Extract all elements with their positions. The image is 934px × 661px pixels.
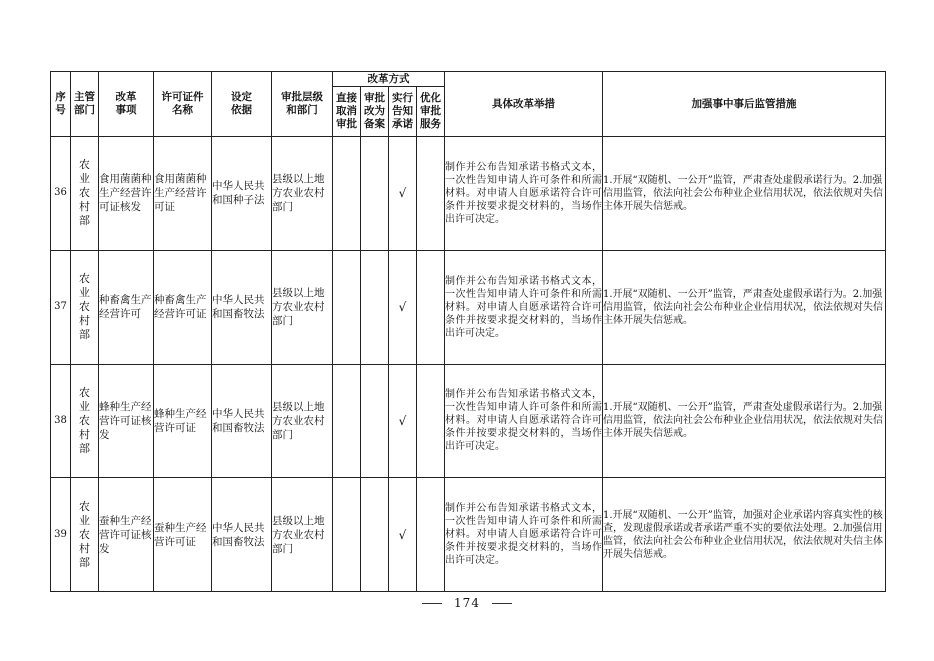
row-m1 [333, 250, 361, 364]
row-measures: 制作并公布告知承诺书格式文本，一次性告知申请人许可条件和所需材料。对申请人自愿承诺符合许可条件并按要求提交材料的，当场作出许可决定。 [445, 250, 603, 364]
footer-dash-left [422, 603, 442, 604]
page-number: 174 [454, 596, 480, 610]
row-basis: 中华人民共和国畜牧法 [212, 364, 272, 478]
row-supervision: 1.开展“双随机、一公开”监管，严肃查处虚假承诺行为。2.加强信用监管，依法向社会公布种业企业信用状况，依法依规对失信主体开展失信惩戒。 [603, 364, 886, 478]
header-m4: 优化审批服务 [417, 87, 445, 137]
row-m3: √ [389, 137, 417, 251]
row-dept: 农业农村部 [71, 250, 99, 364]
header-basis: 设定依据 [212, 72, 272, 137]
row-level: 县级以上地方农业农村部门 [272, 364, 333, 478]
page-footer [0, 596, 934, 610]
row-dept: 农业农村部 [71, 478, 99, 592]
row-basis: 中华人民共和国畜牧法 [212, 250, 272, 364]
header-seq: 序号 [51, 72, 71, 137]
row-cert: 蚕种生产经营许可证 [154, 478, 212, 592]
row-basis: 中华人民共和国畜牧法 [212, 478, 272, 592]
row-seq: 37 [51, 250, 71, 364]
row-m1 [333, 137, 361, 251]
row-m3: √ [389, 478, 417, 592]
row-m3: √ [389, 364, 417, 478]
row-seq: 36 [51, 137, 71, 251]
footer-dash-right [492, 603, 512, 604]
row-measures: 制作并公布告知承诺书格式文本，一次性告知申请人许可条件和所需材料。对申请人自愿承诺符合许可条件并按要求提交材料的，当场作出许可决定。 [445, 137, 603, 251]
row-seq: 38 [51, 364, 71, 478]
table-row [51, 250, 886, 364]
row-dept: 农业农村部 [71, 137, 99, 251]
row-seq: 39 [51, 478, 71, 592]
row-cert: 食用菌菌种生产经营许可证 [154, 137, 212, 251]
row-m2 [361, 250, 389, 364]
header-level: 审批层级和部门 [272, 72, 333, 137]
row-cert: 种畜禽生产经营许可证 [154, 250, 212, 364]
row-item: 食用菌菌种生产经营许可证核发 [99, 137, 154, 251]
table-row [51, 137, 886, 251]
row-dept: 农业农村部 [71, 364, 99, 478]
row-m4 [417, 478, 445, 592]
row-m4 [417, 364, 445, 478]
row-m2 [361, 478, 389, 592]
row-basis: 中华人民共和国种子法 [212, 137, 272, 251]
row-level: 县级以上地方农业农村部门 [272, 478, 333, 592]
row-level: 县级以上地方农业农村部门 [272, 137, 333, 251]
header-measures: 具体改革举措 [445, 72, 603, 137]
header-supervision: 加强事中事后监管措施 [603, 72, 886, 137]
row-m3: √ [389, 250, 417, 364]
row-m1 [333, 478, 361, 592]
row-item: 蚕种生产经营许可证核发 [99, 478, 154, 592]
row-m1 [333, 364, 361, 478]
row-supervision: 1.开展“双随机、一公开”监管，加强对企业承诺内容真实性的核查，发现虚假承诺或者承诺严重不实的要依法处理。2.加强信用监管，依法向社会公布种业企业信用状况，依法依规对失信主体开展失信惩戒。 [603, 478, 886, 592]
row-item: 蜂种生产经营许可证核发 [99, 364, 154, 478]
row-m4 [417, 137, 445, 251]
header-reform-group: 改革方式 [333, 72, 445, 87]
row-item: 种畜禽生产经营许可 [99, 250, 154, 364]
header-m3: 实行告知承诺 [389, 87, 417, 137]
header-cert: 许可证件名称 [154, 72, 212, 137]
row-cert: 蜂种生产经营许可证 [154, 364, 212, 478]
header-item: 改革事项 [99, 72, 154, 137]
row-supervision: 1.开展“双随机、一公开”监管，严肃查处虚假承诺行为。2.加强信用监管，依法向社会公布种业企业信用状况，依法依规对失信主体开展失信惩戒。 [603, 250, 886, 364]
table-row [51, 478, 886, 592]
header-m2: 审批改为备案 [361, 87, 389, 137]
row-supervision: 1.开展“双随机、一公开”监管，严肃查处虚假承诺行为。2.加强信用监管，依法向社会公布种业企业信用状况，依法依规对失信主体开展失信惩戒。 [603, 137, 886, 251]
header-dept: 主管部门 [71, 72, 99, 137]
header-m1: 直接取消审批 [333, 87, 361, 137]
table-row [51, 364, 886, 478]
row-level: 县级以上地方农业农村部门 [272, 250, 333, 364]
row-m4 [417, 250, 445, 364]
row-measures: 制作并公布告知承诺书格式文本，一次性告知申请人许可条件和所需材料。对申请人自愿承诺符合许可条件并按要求提交材料的，当场作出许可决定。 [445, 478, 603, 592]
reform-table [50, 71, 886, 592]
row-m2 [361, 364, 389, 478]
row-measures: 制作并公布告知承诺书格式文本，一次性告知申请人许可条件和所需材料。对申请人自愿承诺符合许可条件并按要求提交材料的，当场作出许可决定。 [445, 364, 603, 478]
row-m2 [361, 137, 389, 251]
